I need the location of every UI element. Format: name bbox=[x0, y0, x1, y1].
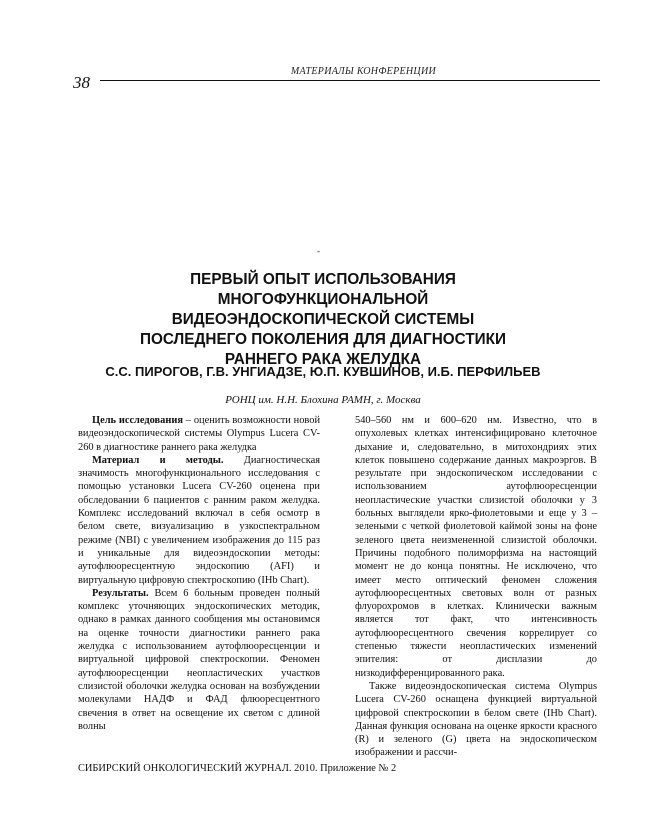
article-authors: С.С. ПИРОГОВ, Г.В. УНГИАДЗЕ, Ю.П. КУВШИНОВ, И.Б. ПЕРФИЛЬЕВ bbox=[105, 364, 541, 379]
journal-footer: СИБИРСКИЙ ОНКОЛОГИЧЕСКИЙ ЖУРНАЛ. 2010. Приложение № 2 bbox=[78, 763, 397, 774]
methods-paragraph bbox=[78, 454, 320, 587]
section-header: МАТЕРИАЛЫ КОНФЕРЕНЦИИ bbox=[290, 66, 436, 77]
left-column bbox=[78, 414, 320, 733]
aim-label: Цель исследования bbox=[92, 415, 183, 426]
article-title: ПЕРВЫЙ ОПЫТ ИСПОЛЬЗОВАНИЯ МНОГОФУНКЦИОНАЛЬНОЙ ВИДЕОЭНДОСКОПИЧЕСКОЙ СИСТЕМЫ ПОСЛЕДНЕГО ПОКОЛЕНИЯ ДЛЯ ДИАГНОСТИКИ РАННЕГО РАКА ЖЕЛУДКА bbox=[140, 271, 506, 368]
header-rule bbox=[100, 80, 600, 81]
methods-label: Материал и методы. bbox=[92, 454, 224, 466]
results-paragraph bbox=[78, 587, 320, 733]
right-paragraph-1: 540–560 нм и 600–620 нм. Известно, что в опухолевых клетках интенсифицировано клеточное дыхание и, следовательно, в митохондриях этих клеток повышено содержание данных макроэргов. В результате при эндоскопическом исследовании с использованием аутофлюоресценции неопластические участки слизистой оболочки у 3 больных выглядели ярко-фиолетовыми и еще у 3 – зелеными с четкой фиолетовой каймой зоны на фоне зеленого цвета неизмененной слизистой оболочки. Причины подобного полиморфизма на настоящий момент не до конца понятны. Не исключено, что имеет место оптический феномен сложения аутофлюоресцентных световых волн от разных флуорохромов в клетках. Клинически важным является тот факт, что интенсивность аутофлюоресцентного свечения коррелирует со степенью тяжести неопластических изменений эпителия: от дисплазии до низкодифференцированного рака. bbox=[355, 415, 597, 679]
aim-paragraph bbox=[78, 414, 320, 454]
right-column bbox=[355, 414, 597, 760]
right-paragraph-2: Также видеоэндоскопическая система Olympus Lucera CV-260 оснащена функцией виртуальной цифровой спектроскопии в белом свете (IHb Chart). Данная функция основана на оценке яркости красного (R) и зеленого (G) цвета на эндоскопическом изображении и рассчи- bbox=[355, 680, 597, 759]
results-text: Всем 6 больным проведен полный комплекс уточняющих эндоскопических методик, однако в рамках данного сообщения мы остановимся на оценке точности диагностики раннего рака желудка с использованием аутофлюоресценции и виртуальной цифровой спектроскопии. Феномен аутофлюоресценции неопластических участков слизистой оболочки желудка основан на возбуждении молекулами НАДФ и ФАД флюоресцентного свечения в ответ на освещение их светом с длиной волны bbox=[78, 587, 320, 732]
dash-mark: - bbox=[317, 246, 320, 256]
methods-text: Диагностическая значимость многофункционального исследования с помощью установки Lucera CV-260 оценена при обследовании 6 пациентов с ранним раком желудка. Комплекс исследований включал в себя осмотр в белом свете, визуализацию в узкоспектральном режиме (NBI) с увеличением изображения до 115 раз и уникальные для видеоэндоскопии методы: аутофлюоресцентную эндоскопию (AFI) и виртуальную цифровую спектроскопию (IHb Chart). bbox=[78, 454, 320, 586]
article-affiliation: РОНЦ им. Н.Н. Блохина РАМН, г. Москва bbox=[225, 394, 421, 406]
page-number: 38 bbox=[73, 73, 90, 92]
results-label: Результаты. bbox=[92, 587, 149, 599]
aim-text: – оценить возможности новой видеоэндоскопической системы Olympus Lucera CV-260 в диагностике раннего рака желудка bbox=[78, 415, 321, 453]
